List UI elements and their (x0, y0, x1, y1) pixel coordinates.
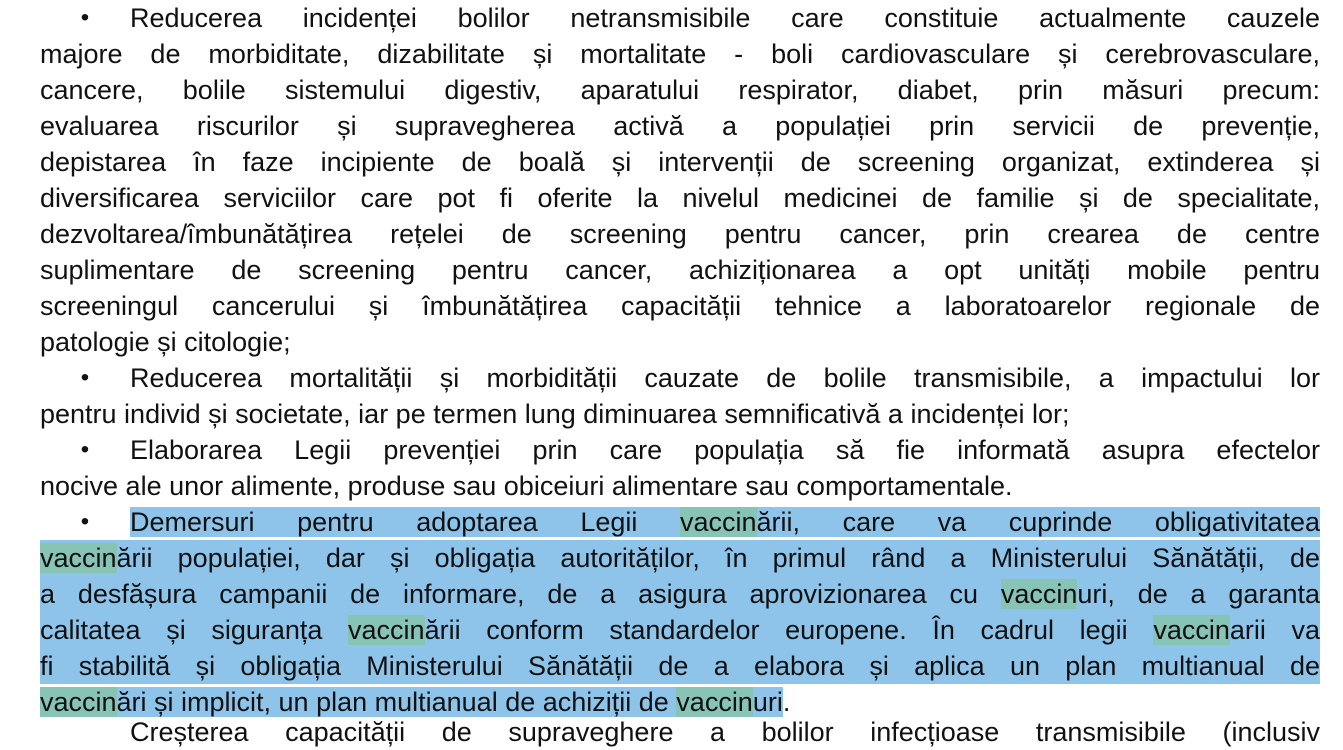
selected-line[interactable] (130, 504, 1320, 540)
bullet-paragraph-2 (40, 360, 1320, 432)
selection-text: uri (752, 687, 783, 717)
paragraph-line: diversificarea serviciilor care pot fi oferite la nivelul medicinei de familie și de specialitate, (40, 183, 1320, 213)
search-match: vaccin (676, 687, 753, 717)
paragraph-line: majore de morbiditate, dizabilitate și mortalitate - boli cardiovasculare și cerebrovasculare, (40, 39, 1320, 69)
search-match: vaccin (1153, 615, 1230, 645)
search-match: vaccin (679, 507, 757, 537)
search-match: vaccin (348, 615, 425, 645)
period: . (782, 687, 791, 717)
partial-next-line-clip (40, 717, 1320, 750)
paragraph-line: nocive ale unor alimente, produse sau obiceiuri alimentare sau comportamentale. (40, 471, 1013, 501)
selection-text: ări și implicit, un plan multianual de achiziții de (116, 687, 677, 717)
selected-line[interactable] (40, 540, 1320, 576)
paragraph-line: Reducerea incidenței bolilor netransmisibile care constituie actualmente cauzele (130, 3, 1320, 33)
paragraph-line: dezvoltarea/îmbunătățirea rețelei de screening pentru cancer, prin crearea de centre (40, 219, 1320, 249)
search-match: vaccin (1000, 579, 1078, 609)
search-match: vaccin (40, 687, 117, 717)
partial-next-line: Creșterea capacității de supraveghere a bolilor infecțioase transmisibile (inclusiv (130, 717, 1320, 747)
paragraph-line: evaluarea riscurilor și supravegherea activă a populației prin servicii de prevenție, (40, 111, 1320, 141)
paragraph-line: patologie și citologie; (40, 327, 291, 357)
selection-text: fi stabilită și obligația Ministerului Sănătății de a elabora și aplica un plan multianual de (40, 651, 1320, 681)
bullet-marker: • (80, 508, 90, 535)
selection-text: uri, de a garanta (1077, 579, 1320, 609)
selection-text: ării populației, dar și obligația autorităților, în primul rând a Ministerului Sănătății, de (116, 543, 1320, 573)
bullet-marker: • (80, 364, 90, 391)
paragraph-line: suplimentare de screening pentru cancer, achiziționarea a opt unități mobile pentru (40, 255, 1320, 285)
selected-line[interactable] (40, 648, 1320, 684)
paragraph-line: depistarea în faze incipiente de boală și intervenții de screening organizat, extinderea și (40, 147, 1320, 177)
bullet-paragraph-4-selected[interactable] (40, 504, 1320, 720)
paragraph-line: Elaborarea Legii prevenției prin care populația să fie informată asupra efectelor (130, 435, 1320, 465)
paragraph-line: Reducerea mortalității și morbidității cauzate de bolile transmisibile, a impactului lor (130, 363, 1320, 393)
bullet-marker: • (80, 436, 90, 463)
selection-text: calitatea și siguranța (40, 615, 349, 645)
search-match: vaccin (40, 543, 117, 573)
document-body (40, 0, 1320, 747)
paragraph-line: screeningul cancerului și îmbunătățirea capacității tehnice a laboratoarelor regionale de (40, 291, 1320, 321)
selection-text: a desfășura campanii de informare, de a asigura aprovizionarea cu (40, 579, 1001, 609)
selection-text: ării conform standardelor europene. În cadrul legii (424, 615, 1154, 645)
paragraph-line: pentru individ și societate, iar pe termen lung diminuarea semnificativă a incidenței lor; (40, 399, 1070, 429)
selected-line[interactable] (40, 612, 1320, 648)
paragraph-line: cancere, bolile sistemului digestiv, aparatului respirator, diabet, prin măsuri precum: (40, 75, 1320, 105)
selected-line[interactable] (40, 576, 1320, 612)
selection-text: Demersuri pentru adoptarea Legii (130, 507, 680, 537)
bullet-marker: • (80, 4, 90, 31)
bullet-paragraph-1 (40, 0, 1320, 360)
selection-text: ării, care va cuprinde obligativitatea (756, 507, 1320, 537)
selection-text: arii va (1229, 615, 1320, 645)
bullet-paragraph-3 (40, 432, 1320, 504)
